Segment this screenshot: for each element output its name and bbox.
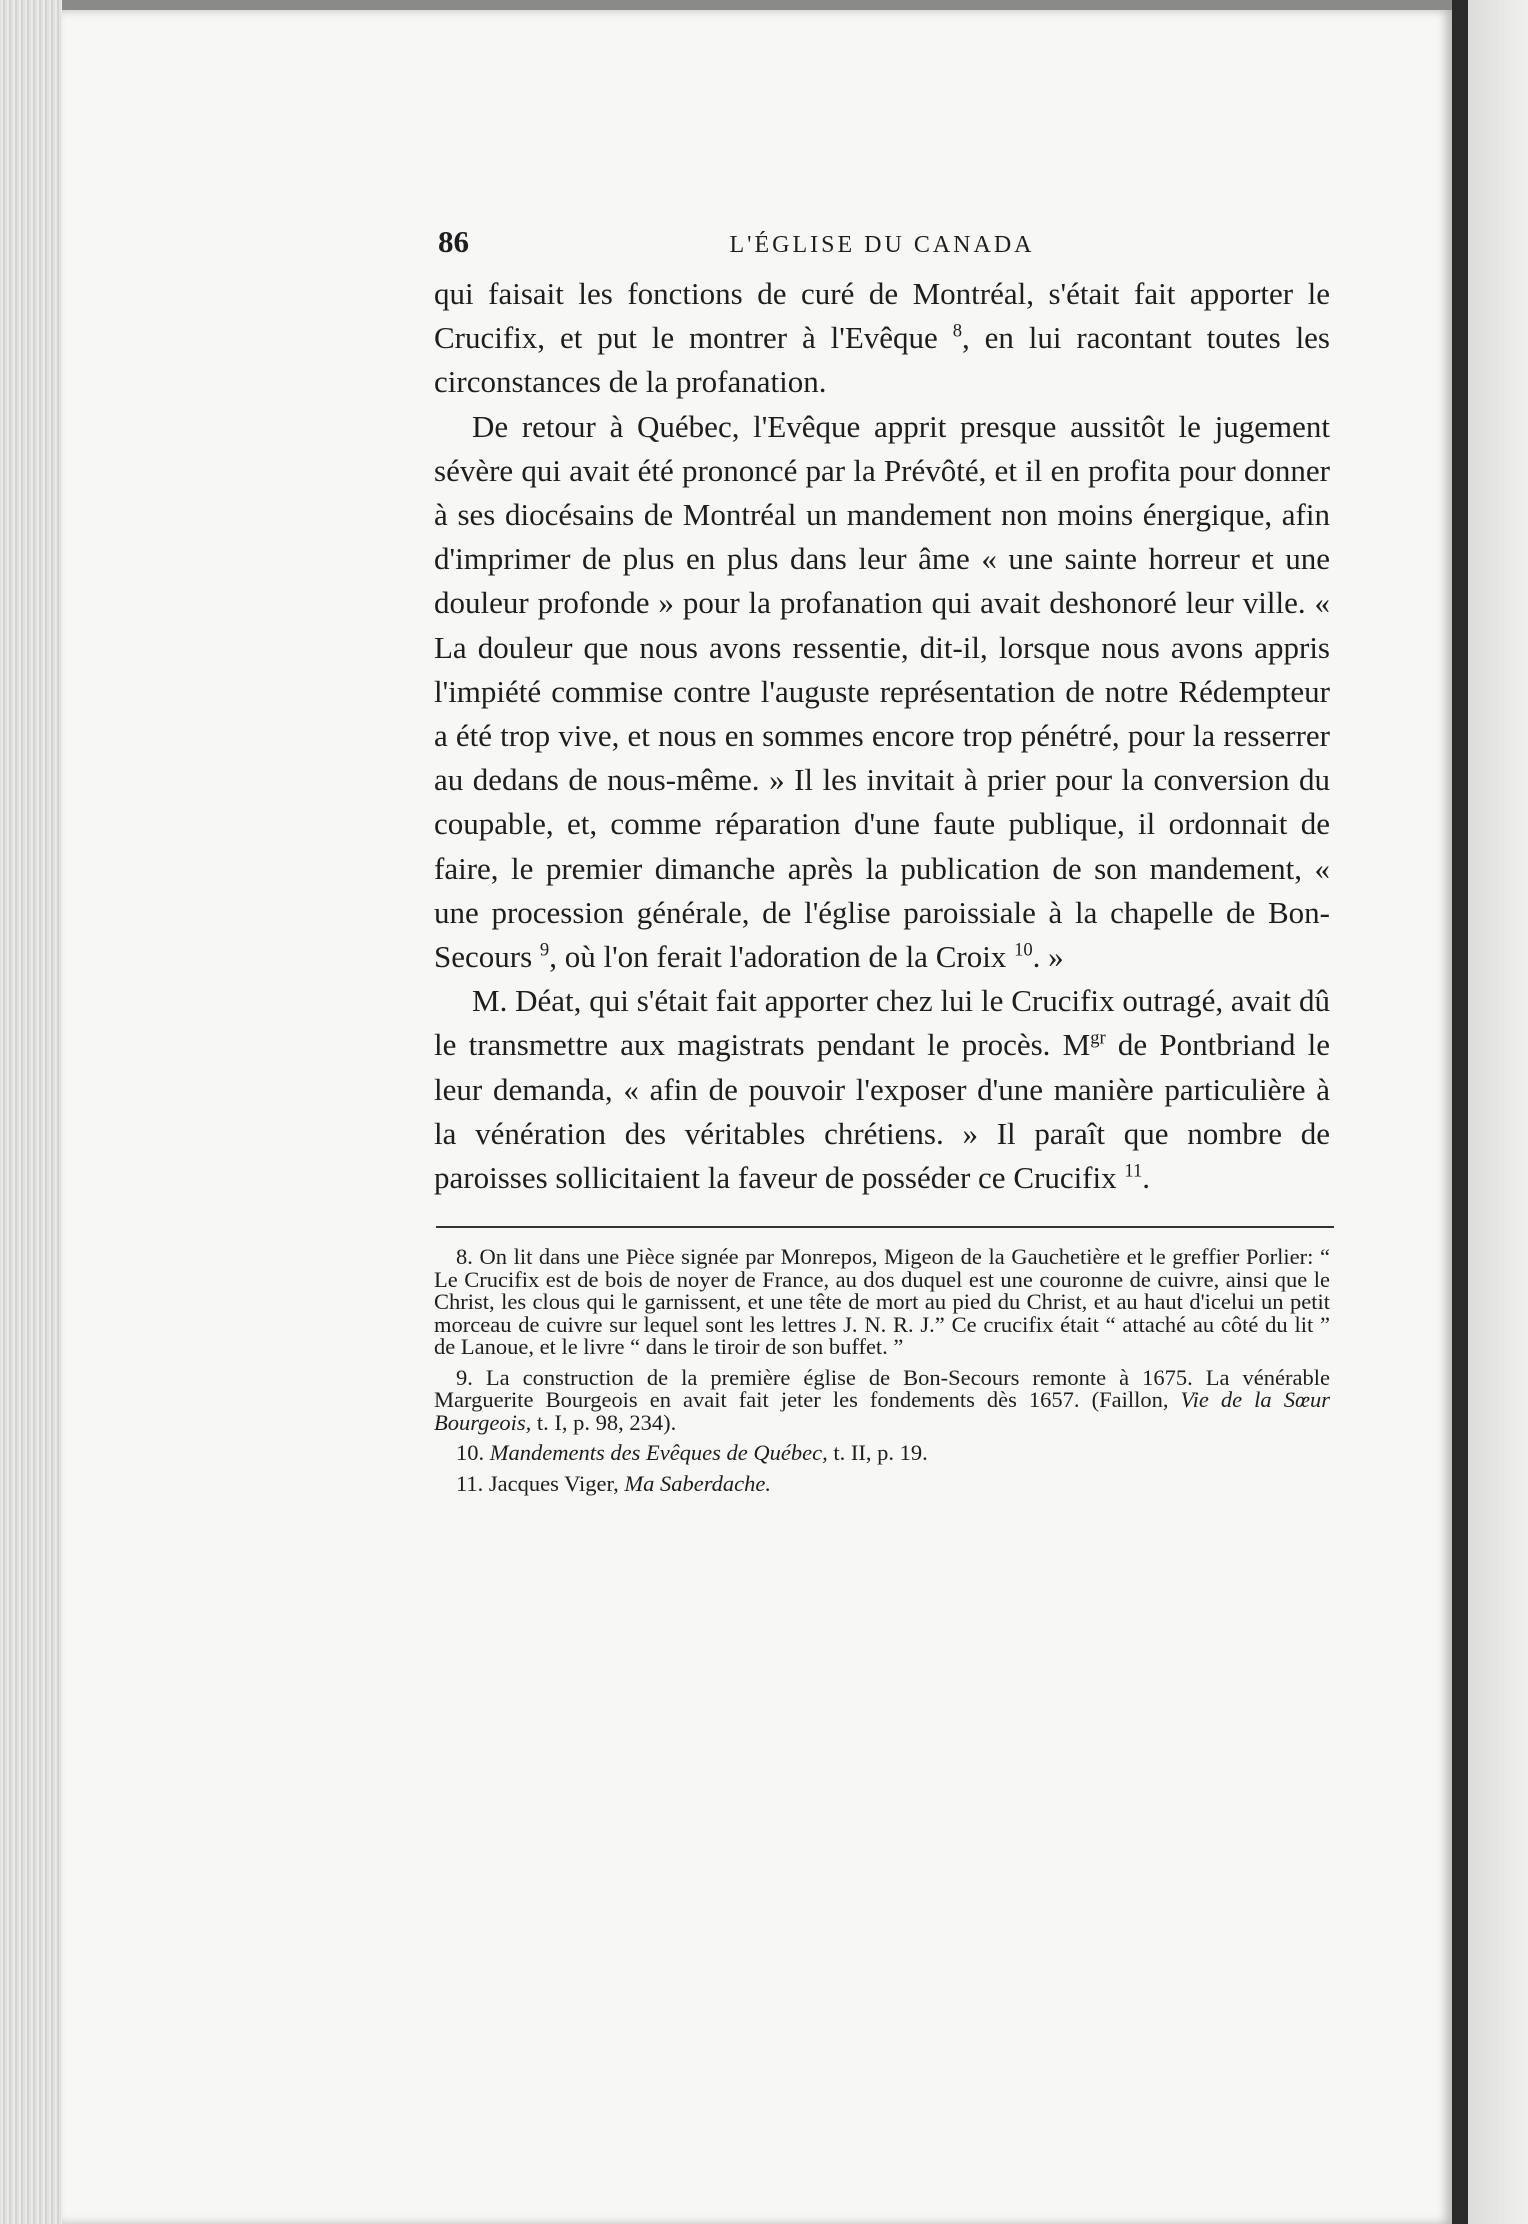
footnote-ref: 8: [952, 320, 962, 342]
superscript-abbrev: gr: [1090, 1028, 1106, 1050]
footnote-9: 9. La construction de la première église de Bon-Secours remonte à 1675. La vénérable Marguerite Bourgeois en avait fait jeter les fondements dès 1657. (Faillon, Vie de la Sœur Bourgeois, t. I, p. 98, 234).: [434, 1364, 1330, 1435]
footnote-10: 10. Mandements des Evêques de Québec, t. II, p. 19.: [456, 1440, 928, 1466]
footnotes: [434, 1246, 1330, 1495]
book-spine: [1452, 0, 1468, 2224]
page-header: [434, 212, 1330, 272]
text-block: [434, 212, 1330, 1503]
footnote-ref: 10: [1014, 939, 1033, 961]
page-stack-edge: [0, 0, 62, 2224]
paragraph-1: qui faisait les fonctions de curé de Montréal, s'était fait apporter le Crucifix, et put le montrer à l'Evêque $^8$, en lui racontant toutes les circonstances de la profanation.: [434, 276, 1330, 400]
footnote-8: 8. On lit dans une Pièce signée par Monrepos, Migeon de la Gauchetière et le greffier Porlier: “ Le Crucifix est de bois de noyer de France, au dos duquel est une couronne de cuivre, ainsi que le Christ, les clous qui le garnissent, et une tête de mort au pied du Christ, et au haut d'icelui un petit morceau de cuivre sur lequel sont les lettres J. N. R. J.” Ce crucifix était “ attaché au côté du lit ” de Lanoue, et le livre “ dans le tiroir de son buffet. ”: [434, 1244, 1330, 1360]
body-text: [434, 272, 1330, 1200]
facing-page-edge: [1468, 0, 1528, 2224]
page-number: 86: [438, 224, 469, 259]
paragraph-3: M. Déat, qui s'était fait apporter chez lui le Crucifix outragé, avait dû le transmettre aux magistrats pendant le procès. $M^{gr}$ de Pontbriand le leur demanda, « afin de pouvoir l'exposer d'une manière particulière à la vénération des véritables chrétiens. » Il paraît que nombre de paroisses sollicitaient la faveur de posséder ce Crucifix $^{11}$.: [434, 983, 1330, 1196]
footnote-ref: 11: [1124, 1160, 1143, 1182]
footnote-rule: [436, 1226, 1334, 1228]
footnote-ref: 9: [539, 939, 550, 961]
running-title: L'ÉGLISE DU CANADA: [729, 232, 1035, 258]
paragraph-2: De retour à Québec, l'Evêque apprit presque aussitôt le jugement sévère qui avait été prononcé par la Prévôté, et il en profita pour donner à ses diocésains de Montréal un mandement non moins énergique, afin d'imprimer de plus en plus dans leur âme « une sainte horreur et une douleur profonde » pour la profanation qui avait deshonoré leur ville. « La douleur que nous avons ressentie, dit-il, lorsque nous avons appris l'impiété commise contre l'auguste représentation de notre Rédempteur a été trop vive, et nous en sommes encore trop pénétré, pour la resserrer au dedans de nous-même. » Il les invitait à prier pour la conversion du coupable, et, comme réparation d'une faute publique, il ordonnait de faire, le premier dimanche après la publication de son mandement, « une procession générale, de l'église paroissiale à la chapelle de Bon-Secours $^9$, où l'on ferait l'adoration de la Croix $^{10}$. »: [434, 408, 1330, 975]
footnote-11: 11. Jacques Viger, Ma Saberdache.: [456, 1470, 771, 1496]
